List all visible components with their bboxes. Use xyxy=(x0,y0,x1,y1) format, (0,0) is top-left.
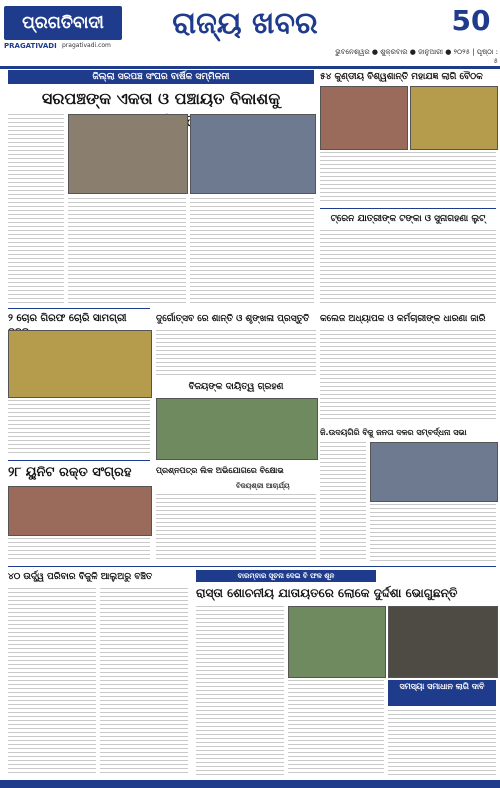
story1-headline[interactable]: ସରପଞ୍ଚଙ୍କ ଏକତା ଓ ପଞ୍ଚାୟତ ବିକାଶକୁ xyxy=(41,89,281,108)
dateline: ଭୁବନେଶ୍ୱର ● ଶୁକ୍ରବାର ● ଜାନୁଆରୀ ● ୨୦୨୫ | ପୃଷ୍ଠା : ୫ xyxy=(335,48,498,65)
story9-photo xyxy=(8,486,152,536)
story7-body xyxy=(320,330,496,422)
story6-photo xyxy=(156,398,318,460)
story3-headline[interactable]: ଟ୍ରେନ ଯାତ୍ରୀଙ୍କ ଟଙ୍କା ଓ ସୁନାଗହଣା ଲୁଟ୍ xyxy=(330,214,486,224)
story8-headline[interactable]: ଜି.ଉଦୟଗିରି ବିଜୁ ଜନତା ଦଳର ସମ୍ବର୍ଦ୍ଧନା ସଭା xyxy=(320,428,467,437)
story2-photo-2 xyxy=(410,86,498,150)
story3-body xyxy=(320,230,496,304)
story12-headline[interactable]: ରାସ୍ତା ଶୋଚନୀୟ ଯାତାୟତରେ ଲୋକେ ଦୁର୍ଦ୍ଦଶା ଭୋଗୁଛନ୍ତି xyxy=(196,586,458,600)
story1-body-col3 xyxy=(190,198,314,304)
story12-kicker: ବାରମ୍ବାର ସୂଚନା ଦେଇ ବି ଫଳ ଶୂନ xyxy=(196,570,376,582)
story1-photo-2 xyxy=(190,114,316,194)
story8-photo xyxy=(370,442,498,502)
newspaper-logo[interactable]: ପ୍ରଗତିବାଦୀ xyxy=(4,6,122,40)
story2-body xyxy=(320,152,496,204)
story1-kicker: ଜିଲ୍ଲା ସରପଞ୍ଚ ସଂଘର ବାର୍ଷିକ ସମ୍ମିଳନୀ xyxy=(8,70,314,84)
story7-headline[interactable]: କଲେଜ ଅଧ୍ୟାପକ ଓ କର୍ମଚାରୀଙ୍କ ଧାରଣା ଜାରି xyxy=(320,314,486,324)
story6-headline[interactable]: ବିଜୟଙ୍କ ଦାୟିତ୍ୱ ଗ୍ରହଣ xyxy=(188,382,284,392)
story12-photo-1 xyxy=(288,606,386,678)
divider xyxy=(8,308,150,309)
bottom-strip xyxy=(0,780,500,788)
story12-body-col1 xyxy=(196,606,284,776)
story2-headline[interactable]: ୫୪ କୁଣ୍ଡୀୟ ବିଶ୍ୱଶାନ୍ତି ମହାଯଜ୍ଞ ଲାଗି ବୈଠକ xyxy=(320,72,483,82)
story12-body-col2 xyxy=(288,680,384,776)
story10-byline: ବିଜୟଶ୍ରୀ ଆଚାର୍ଯ୍ୟ xyxy=(236,482,290,490)
story1-body-col2 xyxy=(68,198,186,304)
divider xyxy=(320,208,496,209)
section-title: ରାଜ୍ୟ ଖବର xyxy=(172,6,318,41)
story11-headline[interactable]: ୪୦ ଉର୍ଦ୍ଧ୍ୱ ପରିବାର ବିଜୁଳି ଆଲୁଅରୁ ବଞ୍ଚିତ xyxy=(8,572,153,582)
story2-photo-1 xyxy=(320,86,408,150)
anniversary-number: 50 xyxy=(451,4,491,37)
story12-photo-2 xyxy=(388,606,498,678)
website-url[interactable]: pragativadi.com xyxy=(62,42,111,49)
story4-photo xyxy=(8,330,152,398)
divider xyxy=(8,566,496,567)
anniversary-badge xyxy=(446,4,496,44)
story11-body-col1 xyxy=(8,588,96,776)
story4-headline[interactable]: ୨ ଚୋର ଗିରଫ ଚୋରି ସାମଗ୍ରୀ xyxy=(8,313,127,324)
story8-body xyxy=(320,442,366,562)
story1-body-col1 xyxy=(8,114,64,304)
story12-body-col3 xyxy=(388,710,496,776)
story10-headline[interactable]: ପ୍ରଶ୍ନପତ୍ର ଲିକ ଅଭିଯୋଗରେ ବିକ୍ଷୋଭ xyxy=(156,466,284,475)
story13-box: ସମସ୍ୟା ସମାଧାନ ଲାଗି ଦାବି xyxy=(388,680,496,706)
story4-body xyxy=(8,400,150,456)
story8-body-2 xyxy=(370,504,496,562)
story1-photo-1 xyxy=(68,114,188,194)
story9-headline[interactable]: ୨୮ ୟୁନିଟ ରକ୍ତ ସଂଗ୍ରହ xyxy=(8,465,132,480)
story10-body xyxy=(156,494,316,562)
story9-body xyxy=(8,538,150,562)
story5-headline[interactable]: ଦୁର୍ଗୋତ୍ସବ ରେ ଶାନ୍ତି ଓ ଶୃଙ୍ଖଳା ପ୍ରସ୍ତୁତି xyxy=(156,314,310,324)
logo-english: PRAGATIVADI xyxy=(4,42,57,50)
divider xyxy=(8,460,150,461)
story5-body xyxy=(156,330,316,376)
story11-body-col2 xyxy=(100,588,188,776)
